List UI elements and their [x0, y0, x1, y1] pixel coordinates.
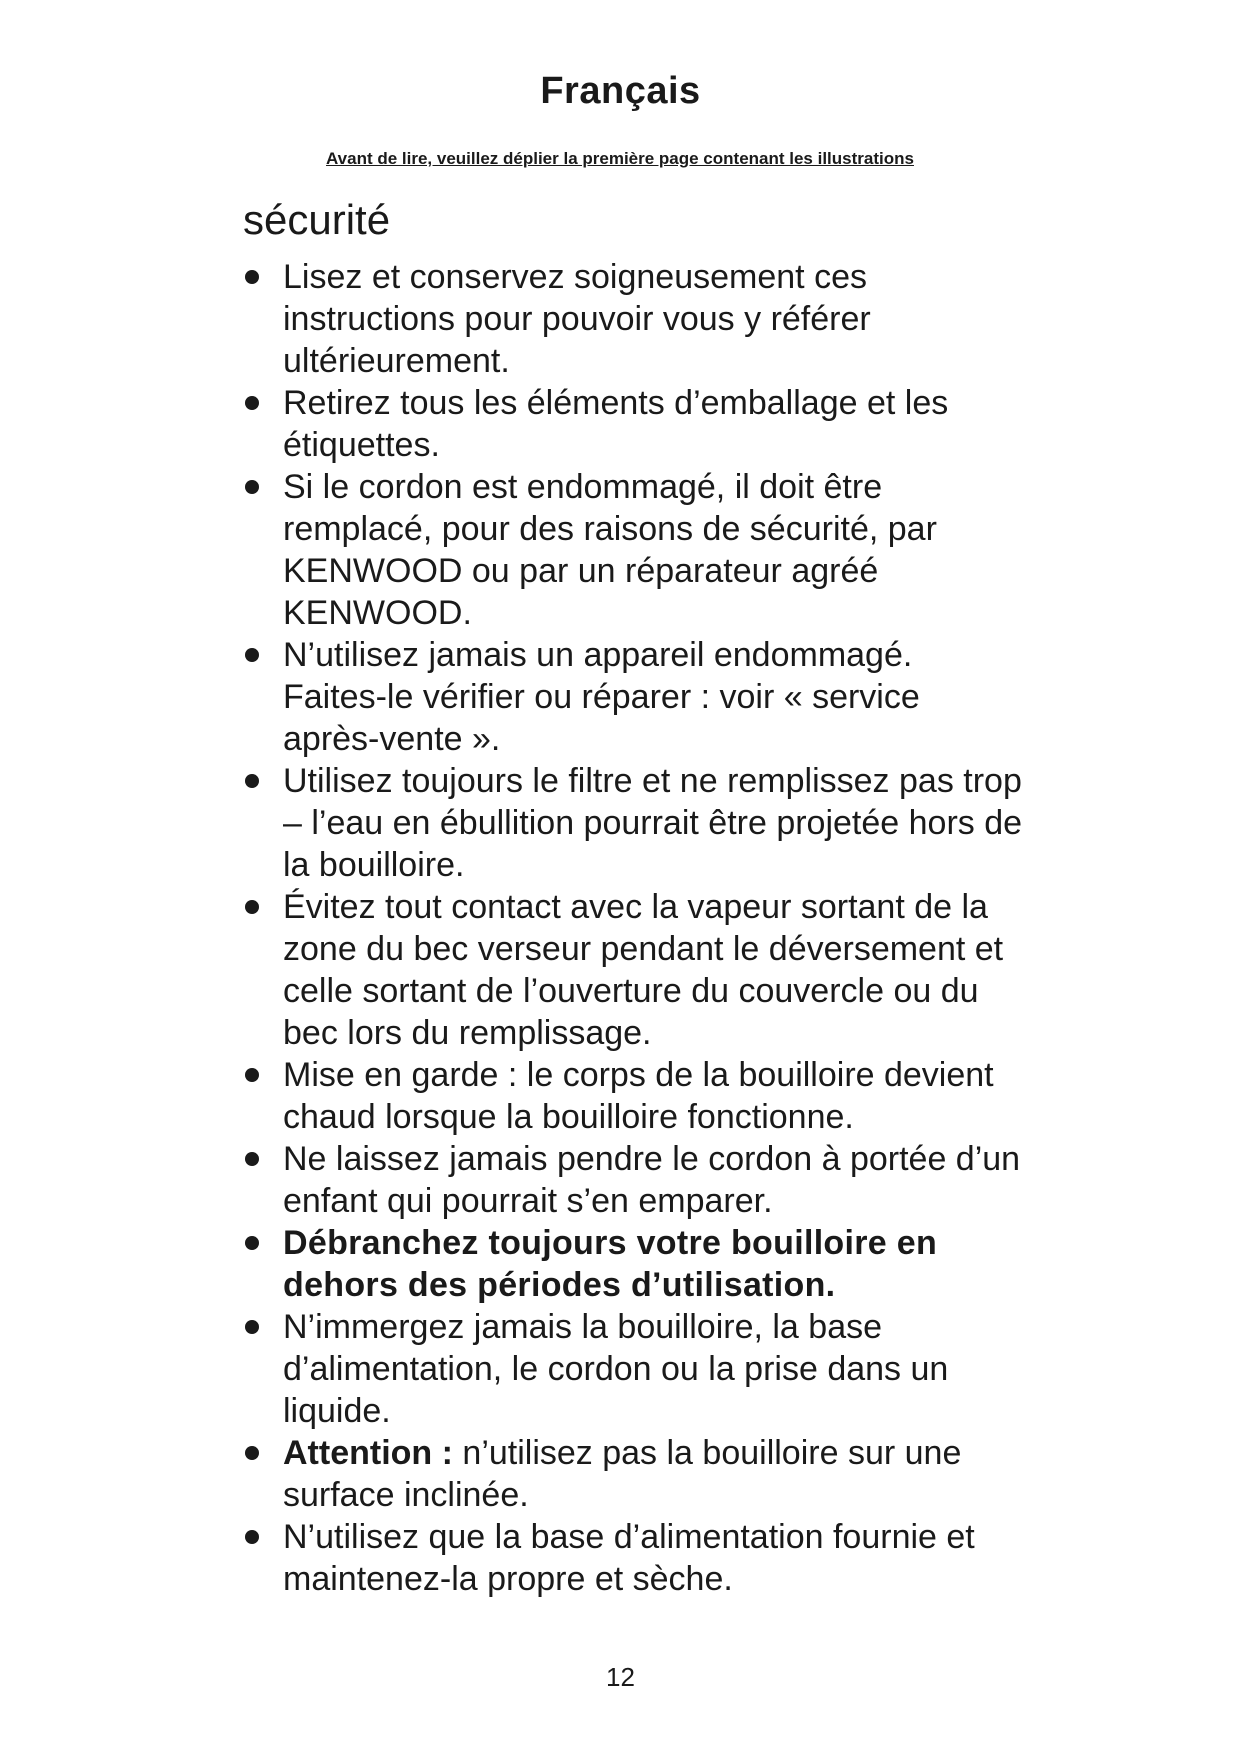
list-item [243, 886, 1023, 1054]
item-text: Utilisez toujours le filtre et ne remplissez pas trop – l’eau en ébullition pourrait être projetée hors de la bouilloire. [283, 762, 1023, 884]
list-item [243, 634, 1023, 760]
language-heading: Français [540, 70, 701, 112]
list-item [243, 760, 1023, 886]
list-item-emphasized [243, 1222, 1023, 1306]
bullet-icon [245, 1236, 259, 1250]
bullet-icon [245, 900, 259, 914]
item-lead: Attention : [283, 1434, 453, 1472]
page-number: 12 [606, 1662, 635, 1692]
list-item [243, 382, 1023, 466]
list-item [243, 1054, 1023, 1138]
unfold-notice: Avant de lire, veuillez déplier la première page contenant les illustrations [326, 149, 914, 168]
list-item [243, 1138, 1023, 1222]
item-text: N’immergez jamais la bouilloire, la base d’alimentation, le cordon ou la prise dans un liquide. [283, 1308, 949, 1430]
list-item [243, 466, 1023, 634]
bullet-icon [245, 396, 259, 410]
section-title: sécurité [243, 196, 391, 243]
list-item [243, 256, 1023, 382]
bullet-icon [245, 1068, 259, 1082]
item-text: Lisez et conservez soigneusement ces instructions pour pouvoir vous y référer ultérieurement. [283, 258, 871, 380]
bullet-icon [245, 1320, 259, 1334]
item-text: Ne laissez jamais pendre le cordon à portée d’un enfant qui pourrait s’en emparer. [283, 1140, 1021, 1220]
item-text: Mise en garde : le corps de la bouilloire devient chaud lorsque la bouilloire fonctionne. [283, 1056, 994, 1136]
list-item [243, 1432, 1023, 1516]
bullet-icon [245, 270, 259, 284]
bullet-icon [245, 480, 259, 494]
list-item [243, 1306, 1023, 1432]
item-text: Débranchez toujours votre bouilloire en dehors des périodes d’utilisation. [283, 1224, 938, 1304]
item-text: N’utilisez que la base d’alimentation fournie et maintenez-la propre et sèche. [283, 1518, 975, 1598]
item-text: N’utilisez jamais un appareil endommagé. Faites-le vérifier ou réparer : voir « service après-vente ». [283, 636, 920, 758]
item-text: Évitez tout contact avec la vapeur sortant de la zone du bec verseur pendant le déversement et celle sortant de l’ouverture du couvercle ou du bec lors du remplissage. [283, 888, 1004, 1052]
item-text: n’utilisez pas la bouilloire sur une surface inclinée. [283, 1434, 962, 1514]
item-text: Retirez tous les éléments d’emballage et les étiquettes. [283, 384, 949, 464]
bullet-icon [245, 648, 259, 662]
bullet-icon [245, 1530, 259, 1544]
item-text: Si le cordon est endommagé, il doit être remplacé, pour des raisons de sécurité, par KENWOOD ou par un réparateur agréé KENWOOD. [283, 468, 937, 632]
bullet-icon [245, 1152, 259, 1166]
safety-list [243, 256, 1023, 1600]
bullet-icon [245, 1446, 259, 1460]
bullet-icon [245, 774, 259, 788]
list-item [243, 1516, 1023, 1600]
